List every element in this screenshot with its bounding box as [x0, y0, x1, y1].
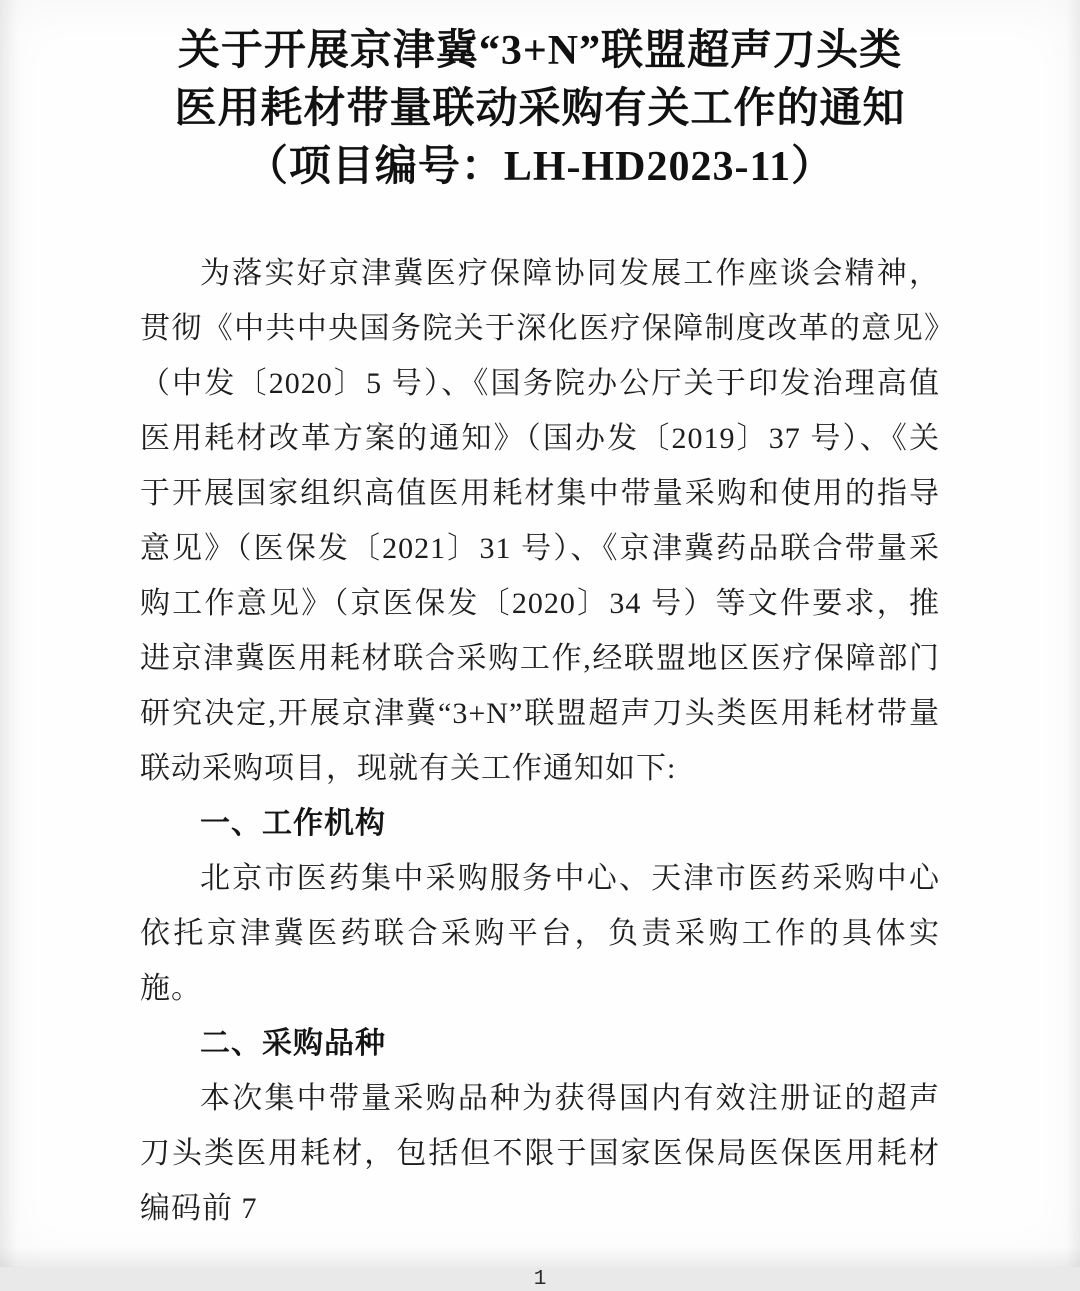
title-line-1: 关于开展京津冀“3+N”联盟超声刀头类	[177, 28, 903, 74]
page-number: 1	[533, 1268, 547, 1291]
page-footer	[140, 1268, 940, 1291]
document-title	[140, 22, 940, 196]
title-line-3: （项目编号：LH-HD2023-11）	[245, 144, 835, 190]
paragraph-intro: 为落实好京津冀医疗保障协同发展工作座谈会精神，贯彻《中共中央国务院关于深化医疗保障制度改革的意见》（中发〔2020〕5 号）、《国务院办公厅关于印发治理高值医用耗材改革方案的通知》（国办发〔2019〕37 号）、《关于开展国家组织高值医用耗材集中带量采购和使用的指导意见》（医保发〔2021〕31 号）、《京津冀药品联合带量采购工作意见》（京医保发〔2020〕34 号）等文件要求，推进京津冀医用耗材联合采购工作,经联盟地区医疗保障部门研究决定,开展京津冀“3+N”联盟超声刀头类医用耗材带量联动采购项目，现就有关工作通知如下:	[140, 257, 940, 785]
document-body	[140, 246, 940, 1236]
paragraph-work-organization: 北京市医药集中采购服务中心、天津市医药采购中心依托京津冀医药联合采购平台，负责采购工作的具体实施。	[140, 862, 940, 1005]
section-heading-work-organization: 一、工作机构	[200, 807, 386, 840]
paragraph-procurement-varieties: 本次集中带量采购品种为获得国内有效注册证的超声刀头类医用耗材，包括但不限于国家医保局医保医用耗材编码前 7	[140, 1082, 940, 1225]
title-line-2: 医用耗材带量联动采购有关工作的通知	[174, 86, 906, 132]
section-heading-procurement-varieties: 二、采购品种	[200, 1027, 386, 1060]
